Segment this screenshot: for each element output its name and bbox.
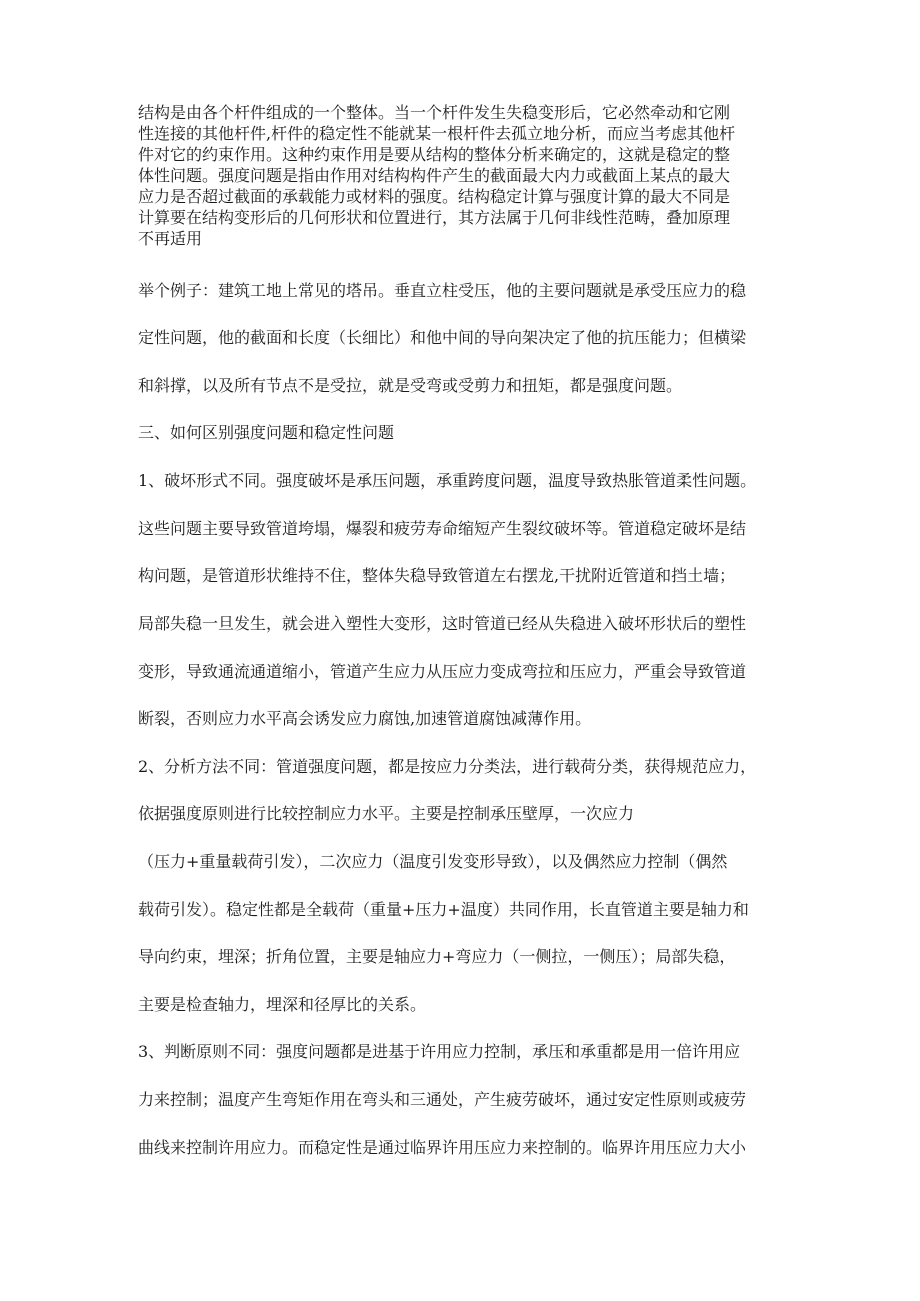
body-text-line: 这些问题主要导致管道垮塌，爆裂和疲劳寿命缩短产生裂纹破坏等。管道稳定破坏是结 [138,519,747,538]
body-text-line: 定性问题，他的截面和长度（长细比）和他中间的导向架决定了他的抗压能力；但横梁 [138,328,747,347]
body-text-line: 3、判断原则不同：强度问题都是进基于许用应力控制，承压和承重都是用一倍许用应 [138,1042,741,1061]
body-text-line: 局部失稳一旦发生，就会进入塑性大变形，这时管道已经从失稳进入破坏形状后的塑性 [138,614,747,633]
intro-line: 应力是否超过截面的承载能力或材料的强度。结构稳定计算与强度计算的最大不同是 [138,187,731,206]
intro-line: 结构是由各个杆件组成的一个整体。当一个杆件发生失稳变形后，它必然牵动和它刚 [138,103,731,122]
section-heading: 三、如何区别强度问题和稳定性问题 [138,423,395,442]
intro-line: 性连接的其他杆件,杆件的稳定性不能就某一根杆件去孤立地分析，而应当考虑其他杆 [138,124,736,143]
body-text-line: 1、破坏形式不同。强度破坏是承压问题，承重跨度问题，温度导致热胀管道柔性问题。 [138,471,757,490]
body-text-line: 载荷引发）。稳定性都是全载荷（重量+压力+温度）共同作用，长直管道主要是轴力和 [138,900,749,919]
body-text-line: （压力+重量载荷引发），二次应力（温度引发变形导致），以及偶然应力控制（偶然 [138,852,728,871]
body-text-line: 主要是检查轴力，埋深和径厚比的关系。 [138,995,427,1014]
body-text-line: 导向约束，埋深；折角位置，主要是轴应力+弯应力（一侧拉，一侧压）；局部失稳， [138,947,736,966]
body-text-line: 构问题，是管道形状维持不住，整体失稳导致管道左右摆龙,干扰附近管道和挡土墙； [138,566,736,585]
body-text-line: 举个例子：建筑工地上常见的塔吊。垂直立柱受压，他的主要问题就是承受压应力的稳 [138,281,747,300]
intro-line: 体性问题。强度问题是指由作用对结构构件产生的截面最大内力或截面上某点的最大 [138,166,731,185]
body-text-line: 断裂，否则应力水平高会诱发应力腐蚀,加速管道腐蚀减薄作用。 [138,709,592,728]
intro-line: 件对它的约束作用。这种约束作用是要从结构的整体分析来确定的，这就是稳定的整 [138,145,731,164]
body-text-line: 曲线来控制许用应力。而稳定性是通过临界许用压应力来控制的。临界许用压应力大小 [138,1138,747,1157]
intro-line: 不再适用 [138,229,203,248]
body-text-line: 力来控制；温度产生弯矩作用在弯头和三通处，产生疲劳破坏，通过安定性原则或疲劳 [138,1090,747,1109]
body-text-line: 和斜撑，以及所有节点不是受拉，就是受弯或受剪力和扭矩，都是强度问题。 [138,376,683,395]
intro-paragraph [138,102,798,249]
intro-line: 计算要在结构变形后的几何形状和位置进行，其方法属于几何非线性范畴，叠加原理 [138,208,731,227]
body-text-line: 2、分析方法不同：管道强度问题，都是按应力分类法，进行载荷分类，获得规范应力， [138,757,757,776]
body-text-line: 依据强度原则进行比较控制应力水平。主要是控制承压壁厚，一次应力 [138,804,635,823]
body-text-line: 变形，导致通流通道缩小，管道产生应力从压应力变成弯拉和压应力，严重会导致管道 [138,662,747,681]
